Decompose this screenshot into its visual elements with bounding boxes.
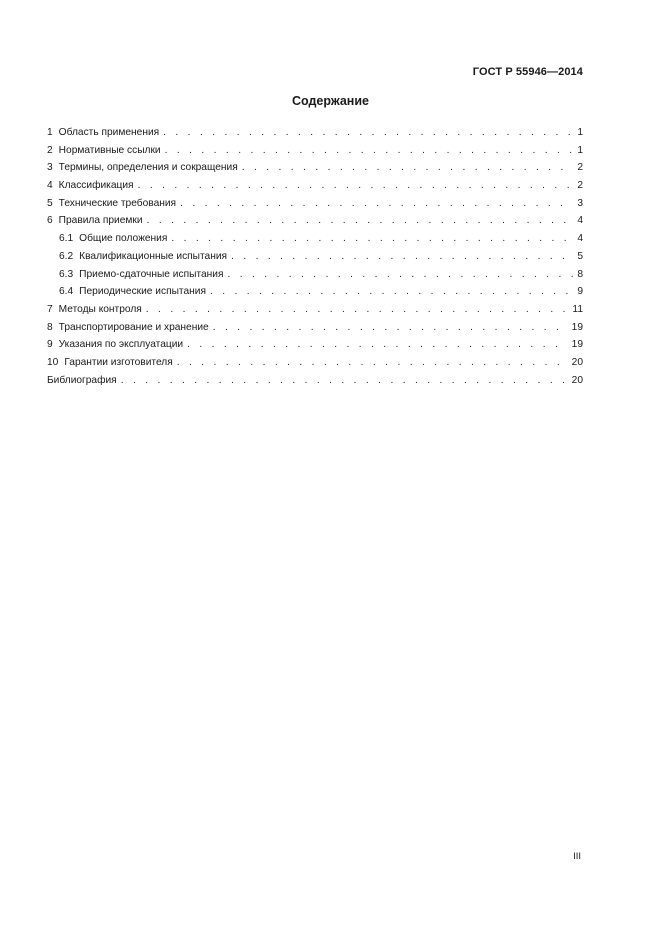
toc-entry-10[interactable] — [47, 354, 583, 372]
toc-entry-page: 19 — [571, 339, 583, 351]
toc-entry-label: Область применения — [58, 127, 160, 138]
toc-entry-bibliography[interactable] — [47, 372, 583, 390]
toc-entry-page: 20 — [571, 374, 583, 386]
table-of-contents — [47, 124, 583, 389]
toc-leader-dots — [165, 142, 574, 160]
toc-entry-number: 9 — [47, 339, 53, 351]
toc-entry-label: Нормативные ссылки — [58, 144, 161, 156]
toc-entry-page: 2 — [577, 162, 583, 174]
toc-entry-page: 3 — [577, 197, 583, 209]
toc-entry-label: Транспортирование и хранение — [58, 321, 209, 333]
toc-entry-number: 6.3 — [59, 268, 74, 280]
toc-entry-page: 19 — [571, 321, 583, 333]
toc-entry-page: 9 — [577, 286, 583, 298]
toc-entry-number: 6 — [47, 215, 53, 227]
toc-entry-5[interactable] — [47, 195, 583, 213]
toc-entry-page: 1 — [577, 144, 583, 156]
toc-entry-label: Указания по эксплуатации — [58, 339, 184, 351]
document-code: ГОСТ Р 55946—2014 — [472, 66, 583, 78]
toc-leader-dots — [146, 301, 569, 319]
toc-entry-number: 6.4 — [59, 286, 74, 298]
toc-leader-dots — [121, 372, 568, 390]
toc-entry-2[interactable] — [47, 142, 583, 160]
toc-entry-label: Технические требования — [58, 197, 177, 209]
toc-entry-6-2[interactable] — [47, 248, 583, 266]
toc-title: Содержание — [291, 94, 369, 108]
toc-leader-dots — [180, 195, 573, 213]
toc-entry-label: Методы контроля — [58, 303, 142, 315]
toc-leader-dots — [242, 159, 574, 177]
toc-entry-number: 1 — [47, 127, 53, 138]
toc-entry-8[interactable] — [47, 319, 583, 337]
toc-entry-page: 1 — [577, 127, 583, 138]
toc-entry-number: 7 — [47, 303, 53, 315]
toc-entry-6-3[interactable] — [47, 266, 583, 284]
toc-entry-number: 2 — [47, 144, 53, 156]
toc-entry-label: Библиография — [47, 374, 117, 386]
toc-entry-number: 5 — [47, 197, 53, 209]
toc-entry-6-4[interactable] — [47, 283, 583, 301]
toc-entry-page: 20 — [571, 356, 583, 368]
toc-entry-number: 4 — [47, 180, 53, 192]
page-number: III — [573, 851, 581, 862]
toc-leader-dots — [231, 248, 573, 266]
toc-entry-page: 4 — [577, 215, 583, 227]
toc-entry-page: 5 — [577, 250, 583, 262]
toc-leader-dots — [138, 177, 574, 195]
toc-entry-label: Общие положения — [79, 233, 168, 245]
toc-entry-page: 8 — [577, 268, 583, 280]
toc-entry-6[interactable] — [47, 212, 583, 230]
toc-entry-number: 8 — [47, 321, 53, 333]
toc-entry-4[interactable] — [47, 177, 583, 195]
toc-leader-dots — [171, 230, 573, 248]
toc-entry-label: Периодические испытания — [79, 286, 206, 298]
toc-entry-label: Квалификационные испытания — [79, 250, 228, 262]
toc-entry-1[interactable] — [47, 124, 583, 142]
toc-entry-page: 11 — [572, 303, 583, 315]
toc-entry-label: Термины, определения и сокращения — [58, 162, 238, 174]
toc-leader-dots — [163, 124, 573, 142]
toc-entry-3[interactable] — [47, 159, 583, 177]
toc-entry-page: 2 — [577, 180, 583, 192]
toc-entry-label: Классификация — [58, 180, 134, 192]
toc-leader-dots — [210, 283, 573, 301]
toc-leader-dots — [227, 266, 573, 284]
toc-leader-dots — [177, 354, 568, 372]
toc-entry-page: 4 — [577, 233, 583, 245]
toc-entry-label: Гарантии изготовителя — [64, 356, 173, 368]
toc-entry-number: 6.1 — [59, 233, 74, 245]
toc-leader-dots — [187, 336, 568, 354]
toc-entry-label: Правила приемки — [58, 215, 143, 227]
toc-entry-number: 10 — [47, 356, 59, 368]
toc-leader-dots — [147, 212, 574, 230]
toc-entry-label: Приемо-сдаточные испытания — [79, 268, 224, 280]
toc-leader-dots — [213, 319, 568, 337]
toc-entry-9[interactable] — [47, 336, 583, 354]
toc-entry-6-1[interactable] — [47, 230, 583, 248]
toc-entry-7[interactable] — [47, 301, 583, 319]
toc-entry-number: 3 — [47, 162, 53, 174]
toc-entry-number: 6.2 — [59, 250, 74, 262]
